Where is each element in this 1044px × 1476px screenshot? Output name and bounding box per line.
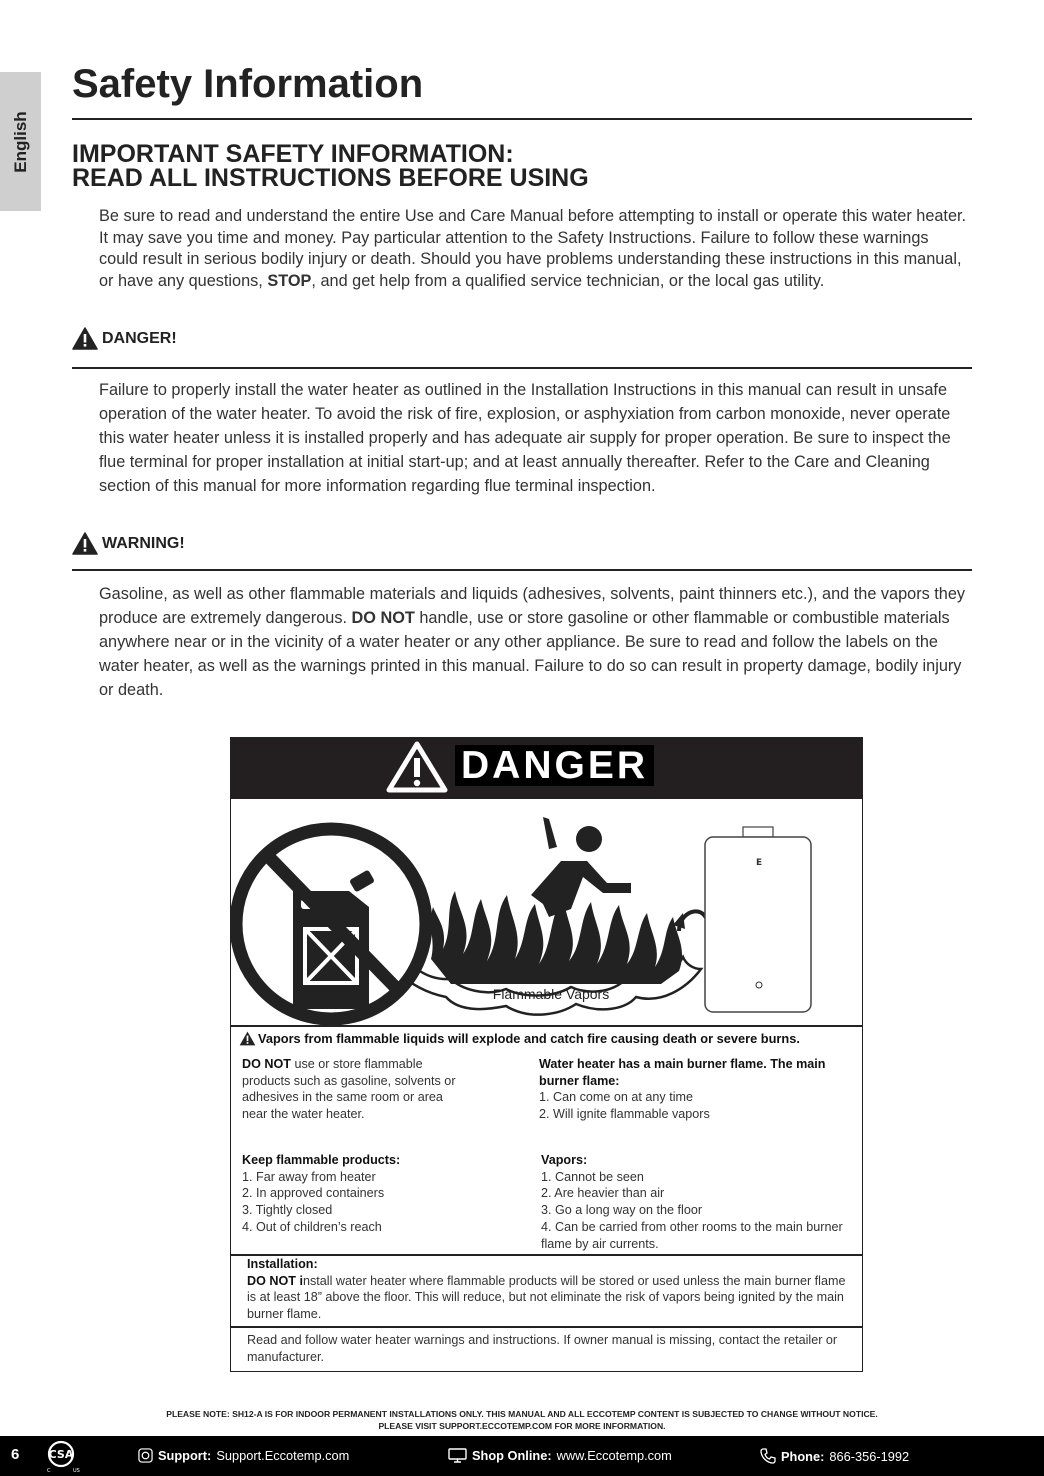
label-divider (231, 1025, 862, 1027)
installation-title: Installation: (247, 1257, 318, 1271)
monitor-icon (448, 1448, 467, 1463)
do-not-store-strong: DO NOT (242, 1057, 291, 1071)
footer-bar (0, 1436, 1044, 1476)
vapors-item: 2. Are heavier than air (541, 1186, 665, 1201)
support-label: Support: (158, 1448, 212, 1463)
svg-text:CSA: CSA (48, 1448, 74, 1461)
phone-label: Phone: (781, 1448, 825, 1464)
language-tab-label: English (10, 110, 30, 173)
keep-products-block (242, 1152, 522, 1236)
installation-strong: DO NOT i (247, 1273, 303, 1288)
shop-value: www.Eccotemp.com (556, 1448, 672, 1463)
warning-triangle-icon (385, 740, 449, 794)
warning-text-2: handle, use or store gasoline or other flammable or combustible materials anywhere near or in the vicinity of a water heater or any other appliance. Be sure to read and follow the labels on the water heater, as well as the warnings printed in this manual. Failure to do so can result in property damage, bodily injury or death. (99, 609, 962, 699)
danger-label-box (230, 737, 863, 1372)
page-number: 6 (11, 1446, 20, 1463)
label-divider (231, 1326, 862, 1328)
falling-person-icon (531, 817, 631, 917)
title-divider (72, 118, 972, 120)
keep-item: 3. Tightly closed (242, 1203, 333, 1218)
burner-item: 1. Can come on at any time (539, 1090, 694, 1105)
svg-text:E: E (756, 858, 763, 868)
danger-alert-label: DANGER! (102, 329, 177, 347)
burner-flame-title: Water heater has a main burner flame. The main burner flame: (539, 1057, 826, 1088)
vapor-caption: Flammable Vapors (492, 986, 610, 1002)
support-value: Support.Eccotemp.com (216, 1448, 350, 1463)
burner-item: 2. Will ignite flammable vapors (539, 1107, 710, 1122)
keep-item: 4. Out of children’s reach (242, 1219, 382, 1234)
warning-paragraph (99, 582, 971, 702)
danger-illustration (231, 799, 861, 1025)
footer-note-line-2: PLEASE VISIT SUPPORT.ECCOTEMP.COM FOR MORE INFORMATION. (378, 1421, 666, 1431)
warning-alert-heading (72, 532, 185, 555)
csa-logo-icon (45, 1438, 81, 1474)
intro-stop: STOP (267, 271, 312, 290)
shop-online-link[interactable] (448, 1448, 672, 1463)
svg-text:US: US (73, 1468, 80, 1474)
intro-text-2: , and get help from a qualified service technician, or the local gas utility. (311, 271, 825, 290)
warning-do-not: DO NOT (351, 609, 415, 627)
installation-text (247, 1273, 847, 1323)
phone-value: 866-356-1992 (829, 1448, 910, 1464)
no-gasoline-icon (236, 829, 426, 1019)
keep-products-title: Keep flammable products: (242, 1153, 401, 1167)
svg-text:C: C (47, 1468, 51, 1474)
danger-paragraph: Failure to properly install the water heater as outlined in the Installation Instructions in this manual can result in unsafe operation of the water heater. To avoid the risk of fire, explosion, or asphyxiation from carbon monoxide, never operate this water heater unless it is installed properly and has adequate air supply for proper operation. Be sure to inspect the flue terminal for proper installation at initial start-up; and at least annually thereafter. Refer to the Care and Cleaning section of this manual for more information regarding flue terminal inspection. (99, 381, 951, 495)
vapors-title: Vapors: (541, 1153, 588, 1167)
intro-text-1: Be sure to read and understand the entire Use and Care Manual before attempting to install or operate this water heater. It may save you time and money. Pay particular attention to the Safety Instructions. Failure to follow these warnings could result in serious bodily injury or death. Should you have problems understanding these instructions in this manual, or have any questions, (99, 207, 967, 290)
important-heading-line-1: IMPORTANT SAFETY INFORMATION: (72, 140, 514, 168)
intro-paragraph (99, 206, 971, 292)
warning-triangle-icon (239, 1031, 256, 1046)
vapors-block (541, 1152, 853, 1252)
warning-divider (72, 569, 972, 571)
page-title: Safety Information (72, 62, 424, 106)
read-follow-text: Read and follow water heater warnings and instructions. If owner manual is missing, contact the retailer or manufacturer. (247, 1333, 838, 1364)
danger-alert-heading (72, 327, 177, 350)
vapors-warning-text: Vapors from flammable liquids will explode and catch fire causing death or severe burns. (258, 1031, 800, 1046)
important-heading (72, 142, 589, 190)
installation-block (247, 1256, 847, 1323)
warning-triangle-icon (72, 327, 98, 350)
burner-flame-block (539, 1056, 839, 1123)
danger-divider (72, 367, 972, 369)
footer-note-line-1: PLEASE NOTE: SH12-A IS FOR INDOOR PERMANENT INSTALLATIONS ONLY. THIS MANUAL AND ALL ECCOTEMP CONTENT IS SUBJECTED TO CHANGE WITHOUT NOTICE. (166, 1409, 878, 1419)
danger-label-header (231, 738, 862, 799)
danger-label-title: DANGER (455, 745, 654, 786)
warning-alert-label: WARNING! (102, 534, 185, 552)
do-not-store-body: use or store flammable products such as gasoline, solvents or adhesives in the same room or area near the water heater. (242, 1057, 456, 1122)
language-tab (0, 72, 41, 211)
keep-item: 1. Far away from heater (242, 1169, 376, 1184)
vapors-item: 4. Can be carried from other rooms to the main burner flame by air currents. (541, 1219, 843, 1251)
installation-body: nstall water heater where flammable products will be stored or used unless the main burner flame is at least 18” above the floor. This will reduce, but not eliminate the risk of vapors being ignited by the main burner flame. (247, 1273, 846, 1322)
shop-label: Shop Online: (472, 1448, 552, 1463)
warning-triangle-icon (72, 532, 98, 555)
do-not-store-text (242, 1056, 457, 1123)
headset-icon (138, 1448, 153, 1463)
important-heading-line-2: READ ALL INSTRUCTIONS BEFORE USING (72, 164, 589, 192)
vapors-warning (239, 1031, 800, 1046)
warning-text-1: Gasoline, as well as other flammable materials and liquids (adhesives, solvents, paint thinners etc.), and the vapors they produce are extremely dangerous. (99, 585, 966, 627)
water-heater-icon (705, 827, 811, 1012)
keep-item: 2. In approved containers (242, 1186, 385, 1201)
phone-icon (760, 1448, 776, 1464)
vapors-item: 1. Cannot be seen (541, 1169, 644, 1184)
vapors-item: 3. Go a long way on the floor (541, 1203, 703, 1218)
support-link[interactable] (138, 1448, 349, 1463)
phone-link[interactable] (760, 1448, 909, 1464)
